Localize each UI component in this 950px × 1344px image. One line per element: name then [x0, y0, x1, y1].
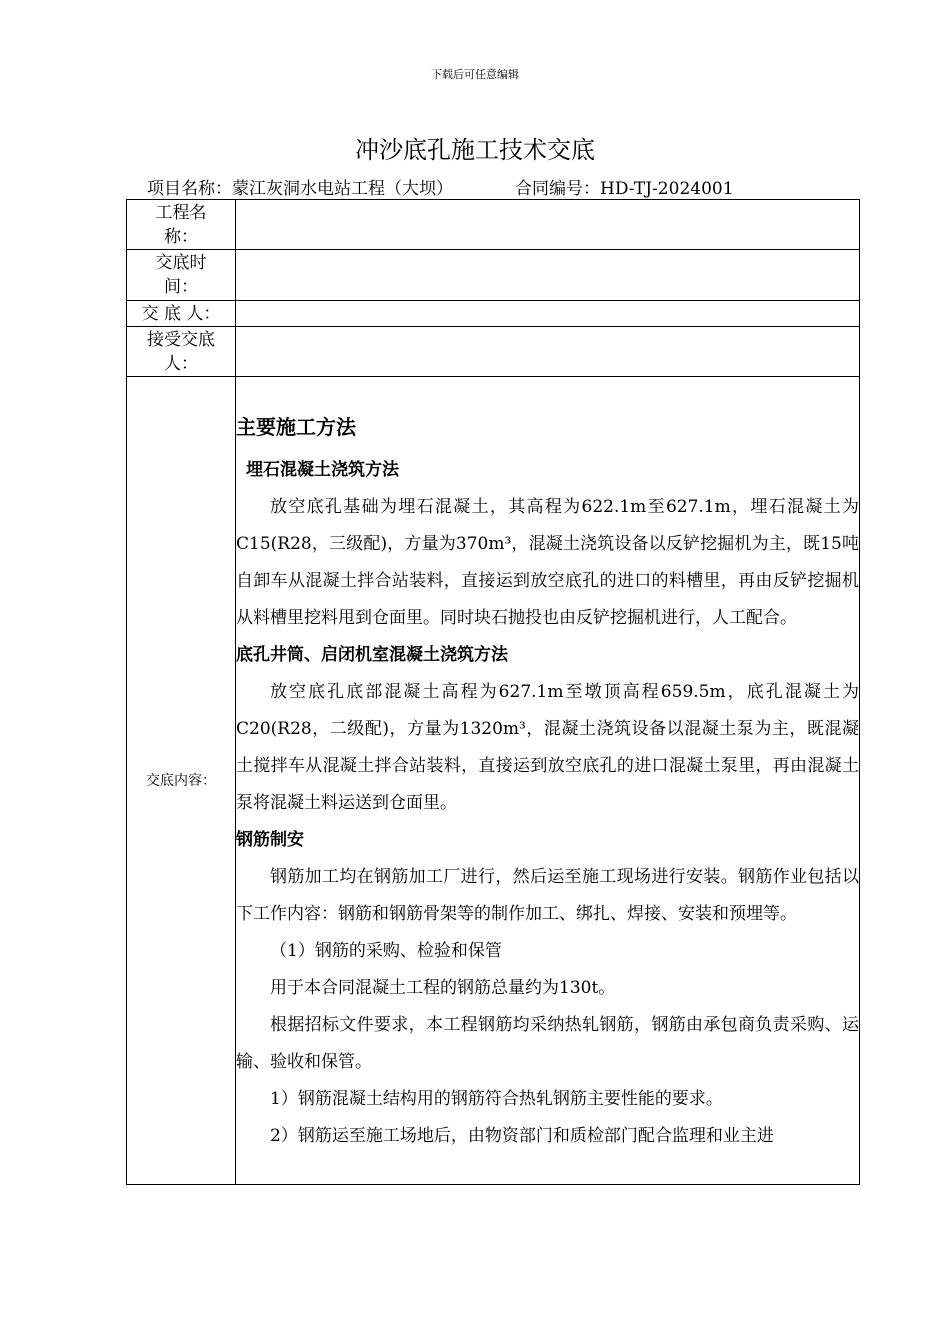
main-heading: 主要施工方法	[236, 414, 356, 439]
receiver-label: 接受交底 人：	[127, 327, 236, 377]
form-row-person	[127, 301, 860, 327]
briefing-person-label: 交 底 人：	[127, 301, 236, 327]
form-row-content	[127, 377, 860, 1185]
briefing-form-table	[126, 199, 860, 1185]
project-name-label: 工程名 称：	[127, 200, 236, 250]
section-heading-rubble-concrete: 埋石混凝土浇筑方法	[246, 459, 399, 480]
project-info-line	[147, 174, 734, 199]
briefing-time-field[interactable]	[236, 250, 860, 301]
paragraph: 用于本合同混凝土工程的钢筋总量约为130t。	[270, 977, 616, 998]
paragraph: （1）钢筋的采购、检验和保管	[270, 940, 502, 961]
section-heading-rebar: 钢筋制安	[236, 829, 304, 850]
header-note: 下载后可任意编辑	[431, 68, 519, 81]
section-heading-shaft-concrete: 底孔井筒、启闭机室混凝土浇筑方法	[236, 644, 508, 665]
paragraph: 1）钢筋混凝土结构用的钢筋符合热轧钢筋主要性能的要求。	[270, 1088, 723, 1109]
briefing-person-field[interactable]	[236, 301, 860, 327]
form-row-receiver	[127, 327, 860, 377]
paragraph: 放空底孔基础为埋石混凝土，其高程为622.1m至627.1m，埋石混凝土为C15(R28，三级配)，方量为370m³，混凝土浇筑设备以反铲挖掘机为主，既15吨自卸车从混凝土拌合站装料，直接运到放空底孔的进口的料槽里，再由反铲挖掘机从料槽里挖料甩到仓面里。同时块石抛投也由反铲挖掘机进行，人工配合。	[236, 496, 859, 628]
project-name-field[interactable]	[236, 200, 860, 250]
document-title: 冲沙底孔施工技术交底	[355, 136, 595, 164]
form-row-time	[127, 250, 860, 301]
content-body	[236, 377, 860, 1185]
paragraph: 钢筋加工均在钢筋加工厂进行，然后运至施工现场进行安装。钢筋作业包括以下工作内容：钢筋和钢筋骨架等的制作加工、绑扎、焊接、安装和预埋等。	[236, 866, 859, 924]
project-name: 项目名称：蒙江灰洞水电站工程（大坝）	[147, 179, 453, 199]
paragraph: 根据招标文件要求，本工程钢筋均采纳热轧钢筋，钢筋由承包商负责采购、运输、验收和保管。	[236, 1014, 859, 1072]
briefing-time-label: 交底时 间：	[127, 250, 236, 301]
form-row-project-name	[127, 200, 860, 250]
contract-number: 合同编号：HD-TJ-2024001	[515, 179, 734, 199]
paragraph: 放空底孔底部混凝土高程为627.1m至墩顶高程659.5m，底孔混凝土为C20(R28，二级配)，方量为1320m³，混凝土浇筑设备以混凝土泵为主，既混凝土搅拌车从混凝土拌合站装料，直接运到放空底孔的进口混凝土泵里，再由混凝土泵将混凝土料运送到仓面里。	[236, 681, 859, 813]
receiver-field[interactable]	[236, 327, 860, 377]
content-label: 交底内容：	[127, 377, 236, 1185]
paragraph: 2）钢筋运至施工场地后，由物资部门和质检部门配合监理和业主进	[270, 1125, 774, 1146]
